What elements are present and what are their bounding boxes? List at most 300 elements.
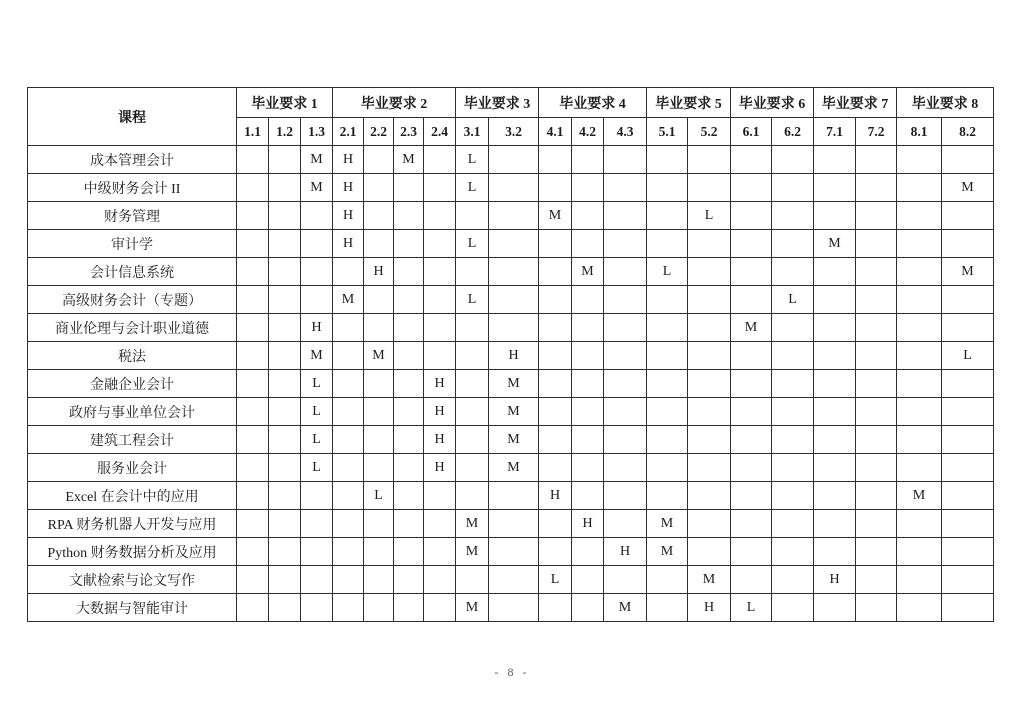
matrix-cell-1.2 [269,314,301,342]
sub-requirement-header-3.1: 3.1 [456,118,489,146]
matrix-cell-4.3 [604,286,647,314]
matrix-cell-1.3 [301,230,333,258]
matrix-cell-1.2 [269,146,301,174]
matrix-cell-3.1 [456,426,489,454]
matrix-cell-2.2 [364,230,394,258]
matrix-cell-5.2 [688,174,731,202]
matrix-cell-8.2 [942,538,994,566]
matrix-cell-5.1 [647,174,688,202]
course-name: 服务业会计 [28,454,237,482]
course-row [28,174,994,202]
matrix-cell-5.1 [647,482,688,510]
matrix-cell-2.3 [394,314,424,342]
matrix-cell-4.3 [604,510,647,538]
course-row [28,538,994,566]
matrix-cell-7.1 [814,538,856,566]
matrix-cell-4.1 [539,426,572,454]
course-name: 税法 [28,342,237,370]
matrix-cell-2.3: M [394,146,424,174]
matrix-cell-2.4 [424,314,456,342]
matrix-cell-2.3 [394,398,424,426]
matrix-cell-2.1 [333,510,364,538]
matrix-cell-1.1 [237,538,269,566]
matrix-cell-4.1 [539,146,572,174]
matrix-cell-1.2 [269,174,301,202]
matrix-cell-7.1 [814,594,856,622]
matrix-cell-2.2 [364,510,394,538]
matrix-cell-3.1 [456,482,489,510]
matrix-cell-4.1 [539,286,572,314]
matrix-cell-2.3 [394,286,424,314]
course-column-header: 课程 [28,88,237,146]
matrix-cell-5.1: M [647,538,688,566]
matrix-cell-3.2 [489,202,539,230]
course-row [28,566,994,594]
course-row [28,510,994,538]
matrix-cell-6.1 [731,538,772,566]
matrix-cell-2.3 [394,202,424,230]
matrix-cell-2.2 [364,174,394,202]
matrix-cell-5.2 [688,398,731,426]
matrix-cell-2.4 [424,202,456,230]
matrix-cell-3.2 [489,594,539,622]
matrix-cell-1.2 [269,202,301,230]
matrix-cell-2.4 [424,510,456,538]
matrix-cell-4.2 [572,594,604,622]
matrix-cell-1.1 [237,230,269,258]
matrix-cell-1.3: M [301,342,333,370]
matrix-cell-2.2: L [364,482,394,510]
matrix-body [28,146,994,622]
matrix-cell-5.2 [688,146,731,174]
matrix-cell-4.3 [604,454,647,482]
matrix-cell-8.2 [942,510,994,538]
matrix-cell-7.1 [814,482,856,510]
matrix-cell-6.1 [731,454,772,482]
matrix-cell-5.1: M [647,510,688,538]
matrix-cell-4.1 [539,454,572,482]
matrix-cell-8.1 [897,230,942,258]
matrix-cell-2.4: H [424,454,456,482]
sub-requirement-header-4.2: 4.2 [572,118,604,146]
course-row [28,454,994,482]
matrix-cell-6.1 [731,426,772,454]
matrix-cell-7.1 [814,426,856,454]
matrix-cell-2.3 [394,230,424,258]
matrix-cell-1.2 [269,594,301,622]
matrix-cell-2.4: H [424,398,456,426]
matrix-cell-4.2 [572,146,604,174]
matrix-cell-1.1 [237,146,269,174]
matrix-cell-1.2 [269,258,301,286]
matrix-cell-6.1 [731,258,772,286]
matrix-cell-5.1 [647,370,688,398]
matrix-cell-2.1: M [333,286,364,314]
matrix-cell-8.2 [942,482,994,510]
matrix-cell-2.4: H [424,370,456,398]
matrix-cell-6.1 [731,202,772,230]
matrix-cell-4.2 [572,538,604,566]
course-row [28,594,994,622]
matrix-cell-1.2 [269,454,301,482]
matrix-cell-4.1: M [539,202,572,230]
matrix-cell-5.2 [688,538,731,566]
matrix-cell-4.1 [539,594,572,622]
course-name: 金融企业会计 [28,370,237,398]
matrix-cell-4.2 [572,230,604,258]
matrix-cell-1.3 [301,594,333,622]
matrix-cell-7.1 [814,398,856,426]
matrix-cell-7.2 [856,146,897,174]
matrix-cell-4.2 [572,426,604,454]
matrix-cell-3.2 [489,538,539,566]
matrix-cell-6.2 [772,230,814,258]
course-row [28,482,994,510]
matrix-cell-5.1 [647,146,688,174]
sub-requirement-header-2.1: 2.1 [333,118,364,146]
course-name: 中级财务会计 II [28,174,237,202]
matrix-cell-8.2: M [942,174,994,202]
matrix-cell-8.2: L [942,342,994,370]
matrix-cell-8.2: M [942,258,994,286]
matrix-cell-1.2 [269,398,301,426]
matrix-cell-2.3 [394,510,424,538]
matrix-cell-3.2: M [489,398,539,426]
matrix-cell-5.1 [647,286,688,314]
matrix-cell-2.2 [364,286,394,314]
matrix-cell-1.1 [237,174,269,202]
matrix-cell-8.2 [942,426,994,454]
matrix-cell-4.2: H [572,510,604,538]
matrix-cell-8.1 [897,146,942,174]
matrix-cell-2.4 [424,538,456,566]
sub-requirement-header-5.2: 5.2 [688,118,731,146]
matrix-cell-5.2 [688,314,731,342]
matrix-cell-8.2 [942,398,994,426]
matrix-cell-4.1 [539,510,572,538]
matrix-cell-7.1 [814,314,856,342]
matrix-cell-1.3 [301,202,333,230]
matrix-cell-4.3 [604,370,647,398]
matrix-cell-2.4 [424,286,456,314]
matrix-cell-3.1 [456,398,489,426]
matrix-cell-1.1 [237,398,269,426]
course-row [28,286,994,314]
sub-requirement-header-7.1: 7.1 [814,118,856,146]
matrix-cell-3.2: M [489,454,539,482]
matrix-cell-7.2 [856,258,897,286]
matrix-cell-2.1: H [333,230,364,258]
matrix-cell-4.1 [539,258,572,286]
matrix-cell-7.1 [814,342,856,370]
matrix-cell-3.1 [456,202,489,230]
matrix-cell-3.1: L [456,230,489,258]
matrix-cell-2.2: M [364,342,394,370]
course-name: 大数据与智能审计 [28,594,237,622]
matrix-cell-6.2 [772,482,814,510]
matrix-cell-1.2 [269,538,301,566]
sub-requirement-header-4.3: 4.3 [604,118,647,146]
matrix-cell-3.2: M [489,370,539,398]
matrix-cell-3.1 [456,314,489,342]
matrix-cell-2.1 [333,538,364,566]
matrix-cell-4.3: M [604,594,647,622]
matrix-cell-7.2 [856,370,897,398]
matrix-cell-5.2 [688,258,731,286]
matrix-cell-4.3 [604,566,647,594]
course-name: 成本管理会计 [28,146,237,174]
matrix-cell-2.1 [333,566,364,594]
matrix-cell-2.3 [394,370,424,398]
matrix-cell-1.1 [237,566,269,594]
matrix-cell-6.1: L [731,594,772,622]
matrix-cell-2.4 [424,482,456,510]
matrix-cell-3.1 [456,566,489,594]
matrix-cell-7.2 [856,510,897,538]
matrix-cell-6.1 [731,566,772,594]
matrix-cell-5.1 [647,342,688,370]
requirement-group-header-7: 毕业要求 7 [814,88,897,118]
sub-requirement-header-8.2: 8.2 [942,118,994,146]
matrix-cell-6.2 [772,342,814,370]
matrix-cell-2.3 [394,342,424,370]
matrix-cell-4.1 [539,342,572,370]
matrix-cell-7.2 [856,426,897,454]
matrix-cell-3.2 [489,146,539,174]
matrix-cell-6.2 [772,258,814,286]
matrix-cell-8.1 [897,202,942,230]
matrix-cell-2.3 [394,538,424,566]
sub-requirement-header-1.3: 1.3 [301,118,333,146]
matrix-cell-7.2 [856,454,897,482]
sub-requirement-header-7.2: 7.2 [856,118,897,146]
matrix-cell-8.1 [897,258,942,286]
course-name: Excel 在会计中的应用 [28,482,237,510]
matrix-cell-4.3 [604,426,647,454]
matrix-cell-3.1: L [456,146,489,174]
matrix-header [28,88,994,146]
matrix-cell-7.2 [856,342,897,370]
matrix-cell-3.2 [489,230,539,258]
matrix-cell-1.2 [269,482,301,510]
matrix-cell-4.2 [572,286,604,314]
matrix-cell-2.3 [394,482,424,510]
matrix-cell-2.2 [364,566,394,594]
matrix-cell-2.3 [394,174,424,202]
matrix-cell-5.1: L [647,258,688,286]
matrix-cell-5.2 [688,286,731,314]
matrix-cell-1.1 [237,258,269,286]
matrix-cell-1.3: M [301,174,333,202]
matrix-cell-7.1 [814,370,856,398]
matrix-cell-4.3 [604,398,647,426]
course-name: 商业伦理与会计职业道德 [28,314,237,342]
matrix-cell-6.2 [772,566,814,594]
requirement-group-header-4: 毕业要求 4 [539,88,647,118]
matrix-cell-5.1 [647,454,688,482]
matrix-cell-7.1 [814,510,856,538]
matrix-cell-2.2 [364,538,394,566]
matrix-cell-8.1 [897,594,942,622]
course-row [28,258,994,286]
requirement-group-header-6: 毕业要求 6 [731,88,814,118]
matrix-cell-3.1: M [456,594,489,622]
matrix-cell-6.2 [772,398,814,426]
sub-requirement-header-8.1: 8.1 [897,118,942,146]
matrix-cell-5.1 [647,398,688,426]
course-name: 财务管理 [28,202,237,230]
matrix-cell-8.1 [897,538,942,566]
course-name: 政府与事业单位会计 [28,398,237,426]
matrix-cell-6.1 [731,398,772,426]
matrix-cell-5.2 [688,230,731,258]
matrix-cell-3.2 [489,314,539,342]
sub-requirement-header-3.2: 3.2 [489,118,539,146]
matrix-cell-2.3 [394,454,424,482]
matrix-cell-3.1 [456,370,489,398]
matrix-cell-5.1 [647,594,688,622]
matrix-cell-4.3 [604,342,647,370]
matrix-cell-3.1 [456,258,489,286]
matrix-cell-2.2 [364,370,394,398]
course-row [28,146,994,174]
matrix-cell-2.4 [424,258,456,286]
matrix-cell-4.3 [604,174,647,202]
matrix-cell-6.1 [731,342,772,370]
matrix-cell-4.2 [572,566,604,594]
matrix-cell-1.2 [269,426,301,454]
matrix-cell-1.1 [237,594,269,622]
curriculum-requirements-matrix [27,87,994,622]
course-name: 建筑工程会计 [28,426,237,454]
matrix-cell-8.1 [897,454,942,482]
matrix-cell-8.1 [897,174,942,202]
matrix-cell-2.1: H [333,146,364,174]
matrix-cell-1.1 [237,426,269,454]
matrix-cell-8.2 [942,230,994,258]
matrix-cell-1.1 [237,314,269,342]
matrix-cell-1.2 [269,342,301,370]
matrix-cell-8.1 [897,398,942,426]
matrix-cell-7.2 [856,482,897,510]
matrix-cell-7.1 [814,146,856,174]
matrix-cell-6.2 [772,594,814,622]
matrix-cell-8.2 [942,202,994,230]
matrix-cell-6.2 [772,146,814,174]
matrix-cell-4.1 [539,538,572,566]
matrix-cell-2.4: H [424,426,456,454]
matrix-cell-3.2: H [489,342,539,370]
matrix-cell-2.2 [364,426,394,454]
sub-requirement-header-2.4: 2.4 [424,118,456,146]
matrix-cell-3.1: L [456,174,489,202]
matrix-cell-8.2 [942,146,994,174]
matrix-cell-2.2 [364,202,394,230]
matrix-cell-4.3 [604,230,647,258]
matrix-cell-5.2: L [688,202,731,230]
course-row [28,314,994,342]
matrix-cell-7.2 [856,314,897,342]
sub-requirement-header-1.1: 1.1 [237,118,269,146]
matrix-cell-2.2: H [364,258,394,286]
matrix-cell-6.2 [772,314,814,342]
matrix-cell-1.3 [301,510,333,538]
matrix-cell-2.2 [364,146,394,174]
matrix-cell-6.1 [731,230,772,258]
matrix-cell-5.2 [688,510,731,538]
matrix-cell-1.3: L [301,398,333,426]
sub-requirement-header-6.1: 6.1 [731,118,772,146]
course-row [28,426,994,454]
sub-requirement-header-6.2: 6.2 [772,118,814,146]
matrix-cell-1.2 [269,370,301,398]
matrix-cell-1.3: L [301,370,333,398]
matrix-cell-8.1 [897,286,942,314]
matrix-cell-6.2 [772,510,814,538]
matrix-cell-5.1 [647,426,688,454]
matrix-cell-2.1 [333,314,364,342]
matrix-cell-8.2 [942,594,994,622]
matrix-cell-4.3 [604,482,647,510]
matrix-cell-4.1: H [539,482,572,510]
matrix-cell-6.1 [731,370,772,398]
matrix-cell-5.1 [647,230,688,258]
matrix-cell-2.2 [364,314,394,342]
matrix-cell-4.3 [604,146,647,174]
requirement-group-header-5: 毕业要求 5 [647,88,731,118]
matrix-cell-4.2 [572,398,604,426]
matrix-cell-3.1 [456,454,489,482]
matrix-cell-1.3: L [301,454,333,482]
matrix-cell-3.2 [489,566,539,594]
matrix-cell-7.2 [856,230,897,258]
matrix-cell-4.2 [572,314,604,342]
matrix-cell-8.1 [897,566,942,594]
matrix-cell-4.2 [572,370,604,398]
matrix-cell-4.2: M [572,258,604,286]
matrix-cell-2.1 [333,454,364,482]
matrix-cell-7.2 [856,174,897,202]
course-row [28,370,994,398]
requirement-group-header-1: 毕业要求 1 [237,88,333,118]
matrix-cell-8.2 [942,566,994,594]
matrix-cell-5.2 [688,454,731,482]
matrix-cell-5.2 [688,370,731,398]
course-name: 审计学 [28,230,237,258]
matrix-cell-6.1 [731,286,772,314]
matrix-cell-7.2 [856,398,897,426]
matrix-cell-2.4 [424,594,456,622]
matrix-cell-7.2 [856,286,897,314]
course-name: 高级财务会计（专题） [28,286,237,314]
matrix-cell-5.1 [647,202,688,230]
matrix-cell-7.1 [814,454,856,482]
matrix-cell-7.1 [814,258,856,286]
matrix-cell-8.2 [942,370,994,398]
course-row [28,230,994,258]
matrix-cell-7.2 [856,594,897,622]
matrix-cell-3.1: M [456,538,489,566]
matrix-cell-5.2 [688,426,731,454]
matrix-cell-2.3 [394,258,424,286]
matrix-cell-4.3: H [604,538,647,566]
matrix-cell-2.1 [333,370,364,398]
matrix-cell-1.1 [237,454,269,482]
matrix-cell-3.2 [489,510,539,538]
matrix-cell-6.2 [772,454,814,482]
matrix-cell-1.1 [237,286,269,314]
matrix-cell-2.2 [364,454,394,482]
